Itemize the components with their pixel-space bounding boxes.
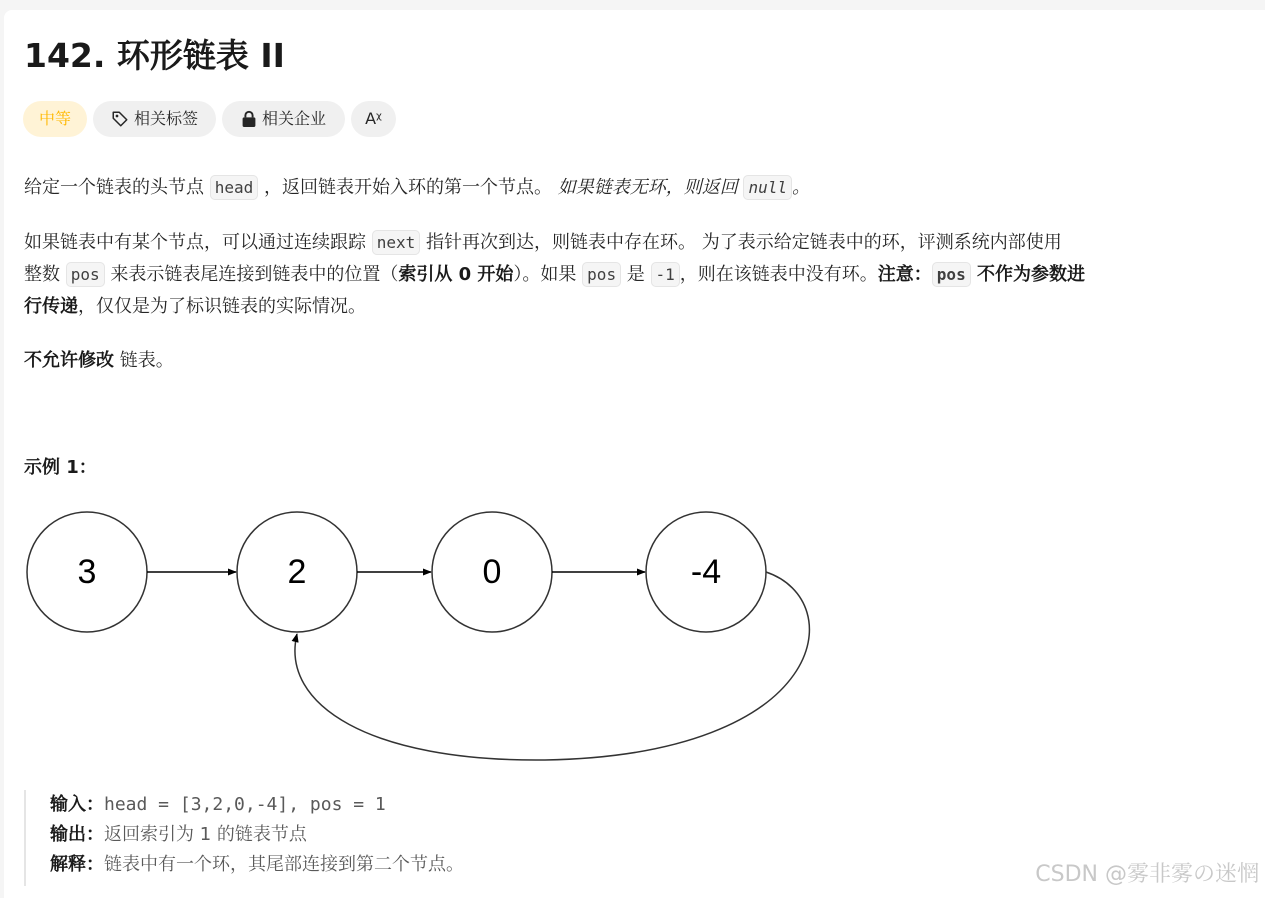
node-0-label: 0 bbox=[482, 553, 502, 591]
description-paragraph-1: 给定一个链表的头节点 head ，返回链表开始入环的第一个节点。 如果链表无环，则返回 null 。 bbox=[24, 177, 810, 198]
example-explanation: 解释：链表中有一个环，其尾部连接到第二个节点。 bbox=[50, 854, 464, 875]
lock-icon bbox=[241, 110, 257, 128]
note-text-continued: 行传递 bbox=[24, 296, 78, 317]
related-companies-button[interactable] bbox=[222, 101, 345, 137]
example-input: 输入：head = [3,2,0,-4], pos = 1 bbox=[50, 794, 386, 815]
node-3-label: 3 bbox=[77, 553, 97, 591]
linked-list-diagram bbox=[0, 490, 840, 780]
problem-title: 142. 环形链表 II bbox=[24, 36, 285, 75]
code-pos: pos bbox=[582, 262, 621, 287]
translate-icon: Aᵡ bbox=[365, 109, 382, 128]
description-paragraph-2-line-2: 整数 pos 来表示链表尾连接到链表中的位置（索引从 0 开始）。如果 pos 是 -1 ，则在该链表中没有环。注意： pos 不作为参数进 bbox=[24, 264, 1085, 285]
description-paragraph-2-line-1: 如果链表中有某个节点，可以通过连续跟踪 next 指针再次到达，则链表中存在环。 为了表示给定链表中的环，评测系统内部使用 bbox=[24, 232, 1062, 253]
code-head: head bbox=[210, 175, 259, 200]
node-2-label: 2 bbox=[287, 553, 307, 591]
code-next: next bbox=[372, 230, 421, 255]
node-minus-4-label: -4 bbox=[690, 553, 722, 591]
code-null: null bbox=[743, 175, 792, 200]
tag-icon bbox=[111, 110, 129, 128]
note-label: 注意： bbox=[877, 264, 932, 285]
csdn-watermark: CSDN @雾非雾の迷惘 bbox=[1035, 862, 1259, 887]
note-text: 不作为参数进 bbox=[970, 264, 1085, 285]
translate-button[interactable] bbox=[351, 101, 396, 137]
code-pos: pos bbox=[932, 262, 971, 287]
index-note: 索引从 0 开始 bbox=[398, 264, 514, 285]
code-minus-one: -1 bbox=[651, 262, 680, 287]
related-tags-button[interactable] bbox=[93, 101, 216, 137]
node-2 bbox=[237, 512, 357, 632]
difficulty-badge bbox=[23, 101, 87, 137]
node-0 bbox=[432, 512, 552, 632]
related-tags-label: 相关标签 bbox=[133, 109, 198, 128]
related-companies-label: 相关企业 bbox=[261, 109, 326, 128]
no-cycle-note: 如果链表无环，则返回 null 。 bbox=[557, 177, 810, 198]
description-paragraph-3: 不允许修改 链表。 bbox=[24, 350, 174, 371]
description-paragraph-2-line-3: 行传递，仅仅是为了标识链表的实际情况。 bbox=[24, 296, 366, 317]
difficulty-label: 中等 bbox=[38, 109, 71, 128]
example-1-title: 示例 1： bbox=[24, 457, 97, 478]
no-modify-note: 不允许修改 bbox=[24, 350, 114, 371]
code-pos: pos bbox=[66, 262, 105, 287]
example-1-io bbox=[24, 790, 624, 886]
example-output: 输出：返回索引为 1 的链表节点 bbox=[50, 824, 307, 845]
node-3 bbox=[27, 512, 147, 632]
node-minus-4 bbox=[646, 512, 766, 632]
